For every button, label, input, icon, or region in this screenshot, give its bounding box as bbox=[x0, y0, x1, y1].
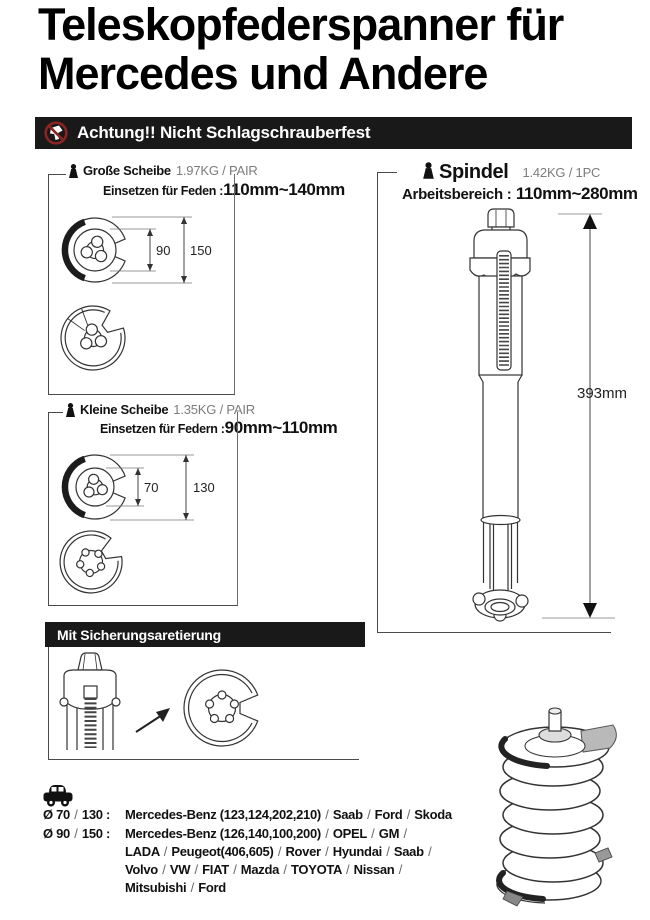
section-weight: 1.97KG / PAIR bbox=[175, 163, 258, 178]
page-title-line2: Mercedes und Andere bbox=[38, 48, 488, 99]
range-value: 110mm~280mm bbox=[515, 184, 638, 203]
size-label: Ø 70 / 130 : bbox=[43, 807, 111, 822]
vehicle-line: Mercedes-Benz (126,140,100,200) / OPEL / GM / bbox=[125, 826, 407, 841]
warning-text: Achtung!! Nicht Schlagschrauberfest bbox=[77, 123, 371, 142]
dim-outer-label: 150 bbox=[190, 243, 212, 258]
warning-banner bbox=[35, 117, 632, 149]
spindel-length-label: 393mm bbox=[577, 385, 628, 402]
compatibility-row bbox=[43, 825, 523, 897]
grosse-scheibe-drawing bbox=[50, 196, 231, 392]
range-value: 110mm~140mm bbox=[223, 180, 345, 199]
lock-banner-text: Mit Sicherungsaretierung bbox=[57, 626, 222, 643]
compatibility-row bbox=[43, 806, 523, 824]
no-impact-wrench-icon bbox=[43, 120, 69, 146]
compatibility-list bbox=[43, 806, 523, 898]
spring-assembly-drawing bbox=[483, 695, 643, 907]
section-name: Kleine Scheibe bbox=[80, 402, 169, 417]
lock-banner bbox=[45, 622, 365, 647]
range-label: Einsetzen für Federn : bbox=[100, 422, 225, 436]
range-value: 90mm~110mm bbox=[224, 418, 338, 437]
spindel-drawing bbox=[430, 205, 640, 625]
vehicle-line: Mitsubishi / Ford bbox=[125, 880, 226, 895]
vehicle-line: Volvo / VW / FIAT / Mazda / TOYOTA / Nissan / bbox=[125, 862, 403, 877]
vehicle-line: LADA / Peugeot(406,605) / Rover / Hyundai / Saab / bbox=[125, 844, 432, 859]
dim-inner-label: 90 bbox=[156, 243, 171, 258]
section-name: Spindel bbox=[439, 161, 509, 183]
range-label: Arbeitsbereich : bbox=[402, 186, 512, 203]
range-label: Einsetzen für Feden : bbox=[103, 184, 224, 198]
vehicle-line: Mercedes-Benz (123,124,202,210) / Saab / Ford / Skoda bbox=[125, 807, 452, 822]
dim-inner-label: 70 bbox=[144, 480, 159, 495]
dim-outer-label: 130 bbox=[193, 480, 215, 495]
section-weight: 1.35KG / PAIR bbox=[173, 402, 255, 417]
section-weight: 1.42KG / 1PC bbox=[522, 165, 601, 180]
page-title-line1: Teleskopfederspanner für bbox=[38, 0, 564, 50]
size-label: Ø 90 / 150 : bbox=[43, 826, 111, 841]
page-title bbox=[38, 0, 638, 98]
car-icon bbox=[43, 783, 73, 808]
section-name: Große Scheibe bbox=[83, 163, 171, 178]
lock-mechanism-drawing bbox=[52, 650, 352, 756]
kleine-scheibe-drawing bbox=[50, 436, 233, 603]
